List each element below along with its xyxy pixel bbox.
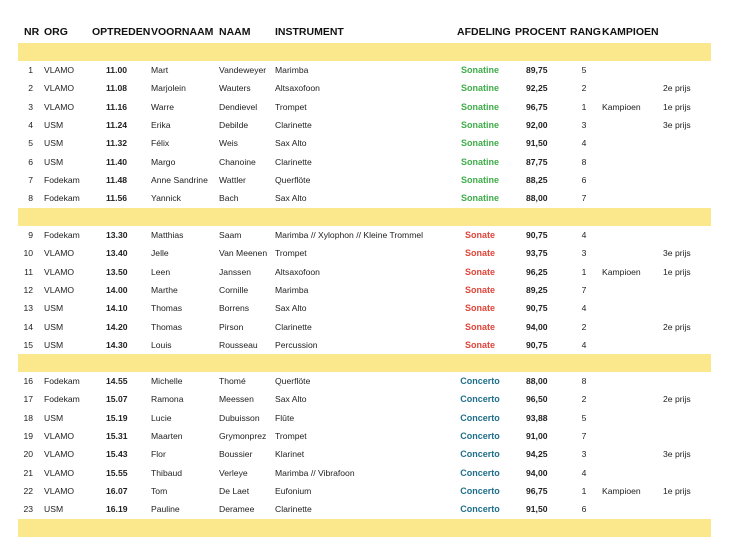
cell-nr: 22 <box>23 485 33 496</box>
cell-procent: 91,00 <box>526 430 548 441</box>
cell-instrument: Clarinette <box>275 156 312 167</box>
cell-instrument: Sax Alto <box>275 303 307 314</box>
cell-naam: Wauters <box>219 83 251 94</box>
separator-band <box>18 43 711 61</box>
cell-naam: Vandeweyer <box>219 65 267 75</box>
cell-org: VLAMO <box>44 430 75 441</box>
cell-nr: 6 <box>28 156 33 167</box>
table-row <box>0 189 738 207</box>
cell-voornaam: Flor <box>151 449 166 460</box>
cell-afdeling: Concerto <box>460 485 500 496</box>
cell-procent: 92,25 <box>526 83 548 94</box>
cell-afdeling: Sonate <box>464 230 495 240</box>
cell-voornaam: Leen <box>151 266 171 277</box>
cell-voornaam: Lucie <box>151 412 172 423</box>
cell-org: VLAMO <box>44 65 75 75</box>
cell-prijs: 2e prijs <box>663 394 691 405</box>
cell-afdeling: Concerto <box>460 394 500 405</box>
cell-nr: 2 <box>28 83 33 94</box>
cell-org: USM <box>44 339 64 350</box>
cell-rang: 1 <box>581 101 587 112</box>
cell-org: Fodekam <box>44 376 80 386</box>
header-kampioen: KAMPIOEN <box>602 26 659 38</box>
cell-afdeling: Sonatine <box>460 156 499 167</box>
cell-nr: 7 <box>28 174 33 185</box>
cell-optreden: 11.16 <box>106 101 128 112</box>
cell-optreden: 16.07 <box>106 485 128 496</box>
cell-optreden: 14.20 <box>106 321 128 332</box>
cell-instrument: Clarinette <box>275 119 312 130</box>
cell-voornaam: Louis <box>151 339 172 350</box>
cell-procent: 90,75 <box>526 339 548 350</box>
cell-rang: 3 <box>581 449 587 460</box>
cell-rang: 3 <box>581 248 587 259</box>
cell-prijs: 3e prijs <box>663 119 691 130</box>
cell-voornaam: Thomas <box>151 303 183 314</box>
cell-rang: 2 <box>581 83 587 94</box>
cell-nr: 23 <box>23 504 33 515</box>
header-org: ORG <box>44 26 68 38</box>
cell-afdeling: Concerto <box>460 412 500 423</box>
cell-kampioen: Kampioen <box>602 485 641 496</box>
cell-procent: 92,00 <box>526 119 548 130</box>
cell-procent: 96,25 <box>526 266 548 277</box>
cell-kampioen: Kampioen <box>602 101 641 112</box>
table-row <box>0 336 738 354</box>
cell-procent: 94,25 <box>526 449 548 460</box>
cell-instrument: Sax Alto <box>275 394 307 405</box>
cell-nr: 18 <box>23 412 33 423</box>
cell-afdeling: Sonate <box>464 339 495 350</box>
cell-instrument: Marimba <box>275 284 309 295</box>
cell-naam: Grymonprez <box>219 430 267 441</box>
cell-procent: 89,75 <box>526 65 548 75</box>
cell-org: Fodekam <box>44 230 80 240</box>
table-row <box>0 226 738 244</box>
cell-naam: Dendievel <box>219 101 258 112</box>
cell-org: VLAMO <box>44 248 75 259</box>
cell-voornaam: Tom <box>151 485 168 496</box>
cell-org: VLAMO <box>44 83 75 94</box>
cell-rang: 7 <box>581 430 587 441</box>
cell-prijs: 1e prijs <box>663 101 691 112</box>
cell-instrument: Altsaxofoon <box>275 266 320 277</box>
cell-prijs: 1e prijs <box>663 485 691 496</box>
cell-optreden: 15.31 <box>106 430 128 441</box>
cell-optreden: 14.00 <box>106 284 128 295</box>
cell-nr: 17 <box>23 394 33 405</box>
cell-voornaam: Matthias <box>151 230 184 240</box>
cell-nr: 11 <box>24 266 33 277</box>
table-row <box>0 79 738 97</box>
cell-rang: 4 <box>581 230 587 240</box>
cell-org: USM <box>44 156 64 167</box>
cell-org: VLAMO <box>44 467 75 478</box>
cell-voornaam: Thomas <box>151 321 183 332</box>
cell-rang: 4 <box>581 138 587 149</box>
cell-instrument: Sax Alto <box>275 138 307 149</box>
cell-optreden: 15.19 <box>106 412 128 423</box>
header-procent: PROCENT <box>515 26 567 38</box>
cell-naam: Thomé <box>219 376 246 386</box>
cell-optreden: 16.19 <box>106 504 128 515</box>
cell-procent: 94,00 <box>526 467 548 478</box>
table-row <box>0 263 738 281</box>
cell-procent: 90,75 <box>526 230 548 240</box>
header-instrument: INSTRUMENT <box>275 26 344 38</box>
table-row <box>0 318 738 336</box>
cell-optreden: 11.40 <box>106 156 128 167</box>
cell-afdeling: Sonatine <box>460 119 499 130</box>
header-voornaam: VOORNAAM <box>151 26 214 38</box>
cell-org: USM <box>44 138 64 149</box>
table-row <box>0 445 738 463</box>
cell-optreden: 11.32 <box>106 138 128 149</box>
cell-afdeling: Sonatine <box>460 101 499 112</box>
cell-procent: 91,50 <box>526 504 548 515</box>
cell-rang: 4 <box>581 339 587 350</box>
cell-prijs: 1e prijs <box>663 266 691 277</box>
cell-optreden: 15.07 <box>106 394 128 405</box>
cell-rang: 6 <box>581 174 587 185</box>
cell-rang: 2 <box>581 394 587 405</box>
cell-optreden: 13.40 <box>106 248 128 259</box>
cell-org: USM <box>44 412 64 423</box>
cell-instrument: Marimba <box>275 65 309 75</box>
cell-afdeling: Sonate <box>464 321 495 332</box>
cell-voornaam: Marthe <box>151 284 178 295</box>
table-row <box>0 281 738 299</box>
cell-org: Fodekam <box>44 174 80 185</box>
table-row <box>0 500 738 518</box>
cell-kampioen: Kampioen <box>602 266 641 277</box>
cell-afdeling: Sonatine <box>460 174 499 185</box>
cell-rang: 6 <box>581 504 587 515</box>
header-rang: RANG <box>570 26 601 38</box>
cell-afdeling: Concerto <box>460 430 500 441</box>
table-row <box>0 244 738 262</box>
cell-procent: 94,00 <box>526 321 548 332</box>
cell-optreden: 15.43 <box>106 449 128 460</box>
cell-instrument: Marimba // Vibrafoon <box>275 467 355 478</box>
cell-rang: 7 <box>581 284 587 295</box>
cell-naam: Borrens <box>219 303 250 314</box>
table-row <box>0 171 738 189</box>
cell-instrument: Clarinette <box>275 504 312 515</box>
cell-prijs: 3e prijs <box>663 449 691 460</box>
cell-procent: 93,75 <box>526 248 548 259</box>
cell-voornaam: Mart <box>151 65 169 75</box>
cell-rang: 3 <box>581 119 587 130</box>
cell-procent: 89,25 <box>526 284 548 295</box>
cell-naam: Verleye <box>219 467 248 478</box>
separator-band <box>18 519 711 537</box>
cell-procent: 96,75 <box>526 485 548 496</box>
cell-naam: Weis <box>219 138 238 149</box>
cell-afdeling: Concerto <box>460 376 500 386</box>
cell-naam: Van Meenen <box>219 248 268 259</box>
cell-nr: 15 <box>23 339 33 350</box>
cell-procent: 88,00 <box>526 193 548 204</box>
table-row <box>0 372 738 390</box>
cell-naam: Janssen <box>219 266 252 277</box>
table-header <box>0 26 738 40</box>
cell-rang: 8 <box>581 156 587 167</box>
cell-optreden: 14.10 <box>106 303 128 314</box>
cell-prijs: 3e prijs <box>663 248 691 259</box>
cell-procent: 93,88 <box>526 412 548 423</box>
cell-prijs: 2e prijs <box>663 83 691 94</box>
cell-rang: 1 <box>581 266 587 277</box>
cell-instrument: Querflöte <box>275 376 311 386</box>
cell-instrument: Flûte <box>275 412 295 423</box>
cell-rang: 1 <box>581 485 587 496</box>
cell-naam: Meessen <box>219 394 254 405</box>
cell-voornaam: Thibaud <box>151 467 183 478</box>
cell-org: Fodekam <box>44 193 80 204</box>
table-row <box>0 116 738 134</box>
cell-rang: 2 <box>581 321 587 332</box>
cell-instrument: Eufonium <box>275 485 312 496</box>
cell-naam: Dubuisson <box>219 412 260 423</box>
cell-nr: 20 <box>23 449 33 460</box>
cell-optreden: 11.24 <box>106 119 128 130</box>
header-afdeling: AFDELING <box>457 26 511 38</box>
cell-nr: 16 <box>23 376 33 386</box>
table-row <box>0 390 738 408</box>
cell-naam: Cornille <box>219 284 249 295</box>
table-row <box>0 427 738 445</box>
table-row <box>0 482 738 500</box>
cell-nr: 21 <box>23 467 33 478</box>
cell-voornaam: Marjolein <box>151 83 186 94</box>
cell-nr: 1 <box>28 65 33 75</box>
cell-optreden: 13.30 <box>106 230 128 240</box>
cell-org: USM <box>44 119 64 130</box>
cell-instrument: Klarinet <box>275 449 305 460</box>
cell-procent: 90,75 <box>526 303 548 314</box>
cell-instrument: Percussion <box>275 339 318 350</box>
cell-instrument: Trompet <box>275 430 307 441</box>
cell-optreden: 11.00 <box>106 65 128 75</box>
cell-nr: 3 <box>28 101 33 112</box>
cell-voornaam: Jelle <box>151 248 169 259</box>
cell-voornaam: Warre <box>151 101 175 112</box>
cell-nr: 10 <box>23 248 33 259</box>
cell-voornaam: Erika <box>151 119 171 130</box>
cell-procent: 96,75 <box>526 101 548 112</box>
cell-naam: Saam <box>219 230 242 240</box>
cell-procent: 87,75 <box>526 156 548 167</box>
cell-voornaam: Ramona <box>151 394 184 405</box>
cell-optreden: 15.55 <box>106 467 128 478</box>
cell-afdeling: Sonatine <box>460 65 499 75</box>
cell-voornaam: Anne Sandrine <box>151 174 208 185</box>
cell-procent: 91,50 <box>526 138 548 149</box>
cell-procent: 88,00 <box>526 376 548 386</box>
header-nr: NR <box>24 26 40 38</box>
cell-org: VLAMO <box>44 284 75 295</box>
cell-rang: 5 <box>581 65 587 75</box>
cell-optreden: 11.08 <box>106 83 128 94</box>
cell-voornaam: Félix <box>151 138 170 149</box>
cell-afdeling: Concerto <box>460 467 500 478</box>
cell-afdeling: Concerto <box>460 449 500 460</box>
table-row <box>0 153 738 171</box>
cell-instrument: Trompet <box>275 101 307 112</box>
cell-optreden: 11.48 <box>106 174 128 185</box>
cell-nr: 9 <box>28 230 33 240</box>
cell-optreden: 14.30 <box>106 339 128 350</box>
cell-instrument: Marimba // Xylophon // Kleine Trommel <box>275 230 424 240</box>
cell-nr: 12 <box>23 284 33 295</box>
cell-voornaam: Margo <box>151 156 176 167</box>
cell-afdeling: Concerto <box>460 504 500 515</box>
table-row <box>0 409 738 427</box>
table-row <box>0 134 738 152</box>
cell-procent: 96,50 <box>526 394 548 405</box>
cell-afdeling: Sonate <box>464 248 495 259</box>
cell-org: USM <box>44 303 64 314</box>
cell-instrument: Clarinette <box>275 321 312 332</box>
cell-nr: 4 <box>28 119 33 130</box>
cell-optreden: 14.55 <box>106 376 128 386</box>
cell-optreden: 11.56 <box>106 193 128 204</box>
cell-afdeling: Sonate <box>464 266 495 277</box>
cell-naam: Bach <box>219 193 239 204</box>
cell-nr: 14 <box>23 321 33 332</box>
cell-org: VLAMO <box>44 449 75 460</box>
cell-nr: 5 <box>28 138 33 149</box>
cell-voornaam: Pauline <box>151 504 180 515</box>
cell-org: USM <box>44 321 64 332</box>
header-optreden: OPTREDEN <box>92 26 151 38</box>
separator-band <box>18 208 711 226</box>
cell-afdeling: Sonate <box>464 284 495 295</box>
table-row <box>0 464 738 482</box>
cell-naam: De Laet <box>219 485 250 496</box>
cell-afdeling: Sonate <box>464 303 495 314</box>
cell-instrument: Trompet <box>275 248 307 259</box>
cell-naam: Boussier <box>219 449 253 460</box>
cell-org: VLAMO <box>44 101 75 112</box>
cell-nr: 13 <box>23 303 33 314</box>
cell-org: VLAMO <box>44 266 75 277</box>
cell-instrument: Altsaxofoon <box>275 83 320 94</box>
cell-naam: Wattler <box>219 174 246 185</box>
cell-naam: Rousseau <box>219 339 258 350</box>
cell-optreden: 13.50 <box>106 266 128 277</box>
cell-instrument: Sax Alto <box>275 193 307 204</box>
cell-org: VLAMO <box>44 485 75 496</box>
cell-prijs: 2e prijs <box>663 321 691 332</box>
cell-voornaam: Michelle <box>151 376 183 386</box>
cell-voornaam: Yannick <box>151 193 181 204</box>
cell-naam: Pirson <box>219 321 244 332</box>
cell-naam: Debilde <box>219 119 249 130</box>
cell-voornaam: Maarten <box>151 430 183 441</box>
cell-nr: 19 <box>23 430 33 441</box>
cell-instrument: Querflöte <box>275 174 311 185</box>
cell-naam: Deramee <box>219 504 255 515</box>
cell-org: Fodekam <box>44 394 80 405</box>
table-row <box>0 98 738 116</box>
cell-rang: 4 <box>581 467 587 478</box>
cell-rang: 4 <box>581 303 587 314</box>
cell-rang: 8 <box>581 376 587 386</box>
cell-org: USM <box>44 504 64 515</box>
header-naam: NAAM <box>219 26 251 38</box>
table-row <box>0 61 738 79</box>
cell-nr: 8 <box>28 193 33 204</box>
cell-rang: 5 <box>581 412 587 423</box>
cell-naam: Chanoine <box>219 156 256 167</box>
cell-afdeling: Sonatine <box>460 138 499 149</box>
cell-afdeling: Sonatine <box>460 83 499 94</box>
table-row <box>0 299 738 317</box>
cell-procent: 88,25 <box>526 174 548 185</box>
cell-rang: 7 <box>581 193 587 204</box>
cell-afdeling: Sonatine <box>460 193 499 204</box>
separator-band <box>18 354 711 372</box>
